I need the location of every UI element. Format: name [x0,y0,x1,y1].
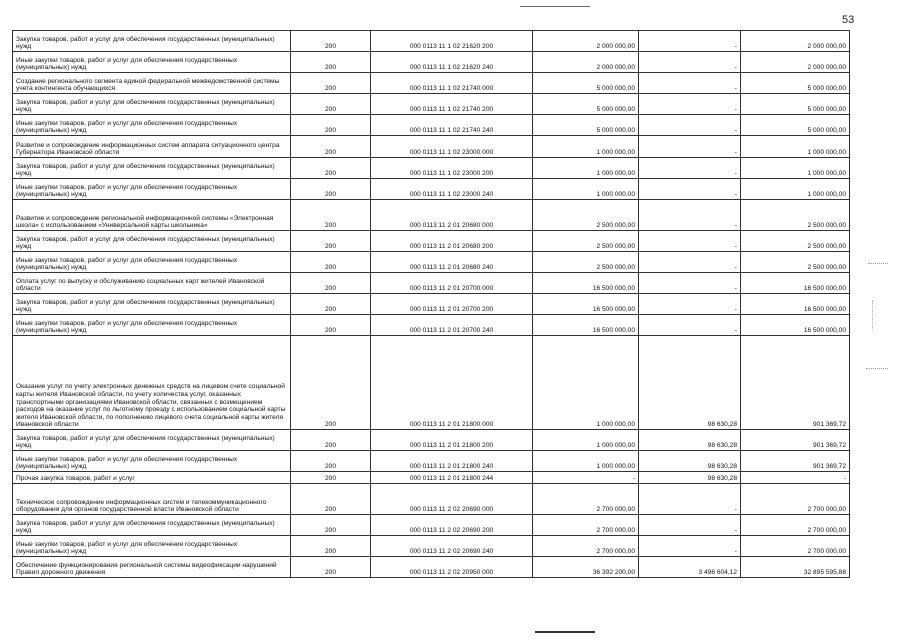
row-remaining: 901 369,72 [741,336,850,430]
row-code: 200 [291,136,371,158]
row-remaining: 2 000 000,00 [741,31,850,52]
row-remaining: 901 369,72 [741,430,850,451]
table-row [13,315,850,336]
row-approved: 2 000 000,00 [533,52,639,73]
row-name: Закупка товаров, работ и услуг для обеспечения государственных (муниципальных) нужд [13,94,291,115]
table-row [13,94,850,115]
row-name: Развитие и сопровождение региональной информационной системы «Электронная школа» с использованием «Универсальной карты школьника» [13,200,291,231]
row-remaining: 901 369,72 [741,451,850,472]
row-approved: 2 500 000,00 [533,231,639,252]
row-executed: - [639,231,741,252]
row-executed: - [639,315,741,336]
row-name: Оплата услуг по выпуску и обслуживанию социальных карт жителей Ивановской области [13,273,291,294]
row-kbk: 000 0113 11 2 01 21800 000 [371,336,533,430]
row-executed: - [639,136,741,158]
row-code: 200 [291,73,371,94]
row-code: 200 [291,515,371,536]
scan-artifact [868,263,888,278]
row-executed: 3 496 604,12 [639,557,741,578]
row-remaining: 32 895 595,88 [741,557,850,578]
row-approved: 1 000 000,00 [533,336,639,430]
row-remaining: 2 500 000,00 [741,231,850,252]
row-executed: - [639,115,741,136]
table-row [13,136,850,158]
row-kbk: 000 0113 11 1 02 23000 240 [371,179,533,200]
row-code: 200 [291,336,371,430]
row-name: Иные закупки товаров, работ и услуг для обеспечения государственных (муниципальных) нужд [13,52,291,73]
row-executed: - [639,94,741,115]
row-name: Иные закупки товаров, работ и услуг для обеспечения государственных (муниципальных) нужд [13,451,291,472]
row-code: 200 [291,94,371,115]
row-code: 200 [291,158,371,179]
table-row [13,451,850,472]
row-remaining: 2 700 000,00 [741,515,850,536]
row-name: Закупка товаров, работ и услуг для обеспечения государственных (муниципальных) нужд [13,31,291,52]
table-row [13,273,850,294]
row-code: 200 [291,273,371,294]
table-row [13,231,850,252]
row-approved: 5 000 000,00 [533,115,639,136]
row-remaining: 2 000 000,00 [741,52,850,73]
row-code: 200 [291,557,371,578]
table-row [13,294,850,315]
row-remaining: 5 000 000,00 [741,115,850,136]
row-approved: 1 000 000,00 [533,158,639,179]
row-name: Закупка товаров, работ и услуг для обеспечения государственных (муниципальных) нужд [13,294,291,315]
row-executed: - [639,252,741,273]
row-executed: 98 630,28 [639,430,741,451]
table-row [13,200,850,231]
row-name: Оказание услуг по учету электронных денежных средств на лицевом счете социальной карты жителя Ивановской области, по учету количества услуг, оказанных транспортными организациями Ивановской области, связанных с возмещением расходов на оказание услуг по льготному проезду с использованием социальной карты жителя Ивановской области, по пополнению лицевого счета социальной карты жителя Ивановской области [13,336,291,430]
table-row [13,158,850,179]
row-kbk: 000 0113 11 1 02 23000 000 [371,136,533,158]
row-name: Иные закупки товаров, работ и услуг для обеспечения государственных (муниципальных) нужд [13,252,291,273]
table-row [13,430,850,451]
budget-table-body [13,31,850,578]
table-row [13,515,850,536]
row-name: Техническое сопровождение информационных систем и телекоммуникационного оборудования для органов государственной власти Ивановской области [13,484,291,515]
row-code: 200 [291,315,371,336]
row-executed: - [639,294,741,315]
row-code: 200 [291,52,371,73]
row-approved: 2 700 000,00 [533,515,639,536]
row-name: Закупка товаров, работ и услуг для обеспечения государственных (муниципальных) нужд [13,231,291,252]
table-row [13,557,850,578]
row-code: 200 [291,252,371,273]
row-remaining: 1 000 000,00 [741,158,850,179]
row-approved: 2 500 000,00 [533,252,639,273]
row-remaining: 5 000 000,00 [741,94,850,115]
row-executed: - [639,179,741,200]
row-kbk: 000 0113 11 1 02 21740 000 [371,73,533,94]
row-executed: 98 630,28 [639,472,741,484]
row-executed: - [639,73,741,94]
row-code: 200 [291,179,371,200]
row-name: Создание регионального сегмента единой федеральной межведомственной системы учета контингента обучающихся [13,73,291,94]
table-row [13,472,850,484]
row-executed: - [639,536,741,557]
row-name: Закупка товаров, работ и услуг для обеспечения государственных (муниципальных) нужд [13,515,291,536]
row-executed: - [639,515,741,536]
table-row [13,52,850,73]
table-row [13,484,850,515]
row-remaining: 16 500 000,00 [741,273,850,294]
row-executed: - [639,52,741,73]
table-row [13,536,850,557]
row-remaining: 1 000 000,00 [741,179,850,200]
row-kbk: 000 0113 11 2 01 21800 240 [371,451,533,472]
row-kbk: 000 0113 11 2 02 20950 000 [371,557,533,578]
row-kbk: 000 0113 11 1 02 21620 200 [371,31,533,52]
row-remaining: 2 700 000,00 [741,536,850,557]
row-approved: 1 000 000,00 [533,430,639,451]
row-code: 200 [291,231,371,252]
row-name: Иные закупки товаров, работ и услуг для обеспечения государственных (муниципальных) нужд [13,115,291,136]
row-approved: 5 000 000,00 [533,94,639,115]
table-row [13,115,850,136]
row-approved: 2 700 000,00 [533,484,639,515]
row-executed: - [639,158,741,179]
row-name: Иные закупки товаров, работ и услуг для обеспечения государственных (муниципальных) нужд [13,315,291,336]
row-executed: 98 630,28 [639,336,741,430]
row-code: 200 [291,200,371,231]
row-approved: 1 000 000,00 [533,136,639,158]
row-code: 200 [291,115,371,136]
row-remaining: 2 500 000,00 [741,252,850,273]
row-remaining: 16 500 000,00 [741,294,850,315]
row-kbk: 000 0113 11 1 02 21620 240 [371,52,533,73]
row-approved: - [533,472,639,484]
row-approved: 16 500 000,00 [533,273,639,294]
row-kbk: 000 0113 11 2 01 21800 200 [371,430,533,451]
row-approved: 1 000 000,00 [533,451,639,472]
row-kbk: 000 0113 11 1 02 21740 200 [371,94,533,115]
budget-table [12,30,850,578]
row-executed: - [639,31,741,52]
row-name: Прочая закупка товаров, работ и услуг [13,472,291,484]
table-row [13,179,850,200]
row-approved: 16 500 000,00 [533,294,639,315]
row-kbk: 000 0113 11 2 01 20680 000 [371,200,533,231]
row-approved: 2 000 000,00 [533,31,639,52]
row-kbk: 000 0113 11 2 01 20700 240 [371,315,533,336]
row-approved: 5 000 000,00 [533,73,639,94]
row-code: 200 [291,294,371,315]
page-number: 53 [842,14,855,26]
row-executed: - [639,273,741,294]
row-remaining: 2 700 000,00 [741,484,850,515]
scan-artifact [872,300,891,330]
row-code: 200 [291,536,371,557]
row-kbk: 000 0113 11 2 01 20700 000 [371,273,533,294]
row-kbk: 000 0113 11 2 02 20690 200 [371,515,533,536]
row-executed: 98 630,28 [639,451,741,472]
row-approved: 1 000 000,00 [533,179,639,200]
scan-artifact [866,360,888,369]
row-kbk: 000 0113 11 2 01 20680 240 [371,252,533,273]
row-name: Иные закупки товаров, работ и услуг для обеспечения государственных (муниципальных) нужд [13,179,291,200]
row-name: Закупка товаров, работ и услуг для обеспечения государственных (муниципальных) нужд [13,158,291,179]
row-remaining: 16 500 000,00 [741,315,850,336]
row-name: Иные закупки товаров, работ и услуг для обеспечения государственных (муниципальных) нужд [13,536,291,557]
row-kbk: 000 0113 11 2 02 20690 240 [371,536,533,557]
row-approved: 2 500 000,00 [533,200,639,231]
row-approved: 16 500 000,00 [533,315,639,336]
row-name: Развитие и сопровождение информационных систем аппарата ситуационного центра Губернатора Ивановской области [13,136,291,158]
top-scan-line [520,6,590,7]
row-kbk: 000 0113 11 1 02 21740 240 [371,115,533,136]
row-kbk: 000 0113 11 2 02 20690 000 [371,484,533,515]
row-kbk: 000 0113 11 1 02 23000 200 [371,158,533,179]
row-remaining: 2 500 000,00 [741,200,850,231]
row-remaining: 5 000 000,00 [741,73,850,94]
row-approved: 36 392 200,00 [533,557,639,578]
row-code: 200 [291,472,371,484]
row-executed: - [639,200,741,231]
row-kbk: 000 0113 11 2 01 20700 200 [371,294,533,315]
row-name: Закупка товаров, работ и услуг для обеспечения государственных (муниципальных) нужд [13,430,291,451]
bottom-scan-line [535,631,595,633]
row-code: 200 [291,451,371,472]
row-code: 200 [291,430,371,451]
table-row [13,73,850,94]
row-kbk: 000 0113 11 2 01 20680 200 [371,231,533,252]
row-code: 200 [291,31,371,52]
table-row [13,31,850,52]
row-approved: 2 700 000,00 [533,536,639,557]
row-remaining: 1 000 000,00 [741,136,850,158]
row-code: 200 [291,484,371,515]
table-row [13,336,850,430]
table-row [13,252,850,273]
row-kbk: 000 0113 11 2 01 21800 244 [371,472,533,484]
row-name: Обеспечение функционирования региональной системы видеофиксации нарушений Правил дорожного движения [13,557,291,578]
row-remaining: - [741,472,850,484]
row-executed: - [639,484,741,515]
